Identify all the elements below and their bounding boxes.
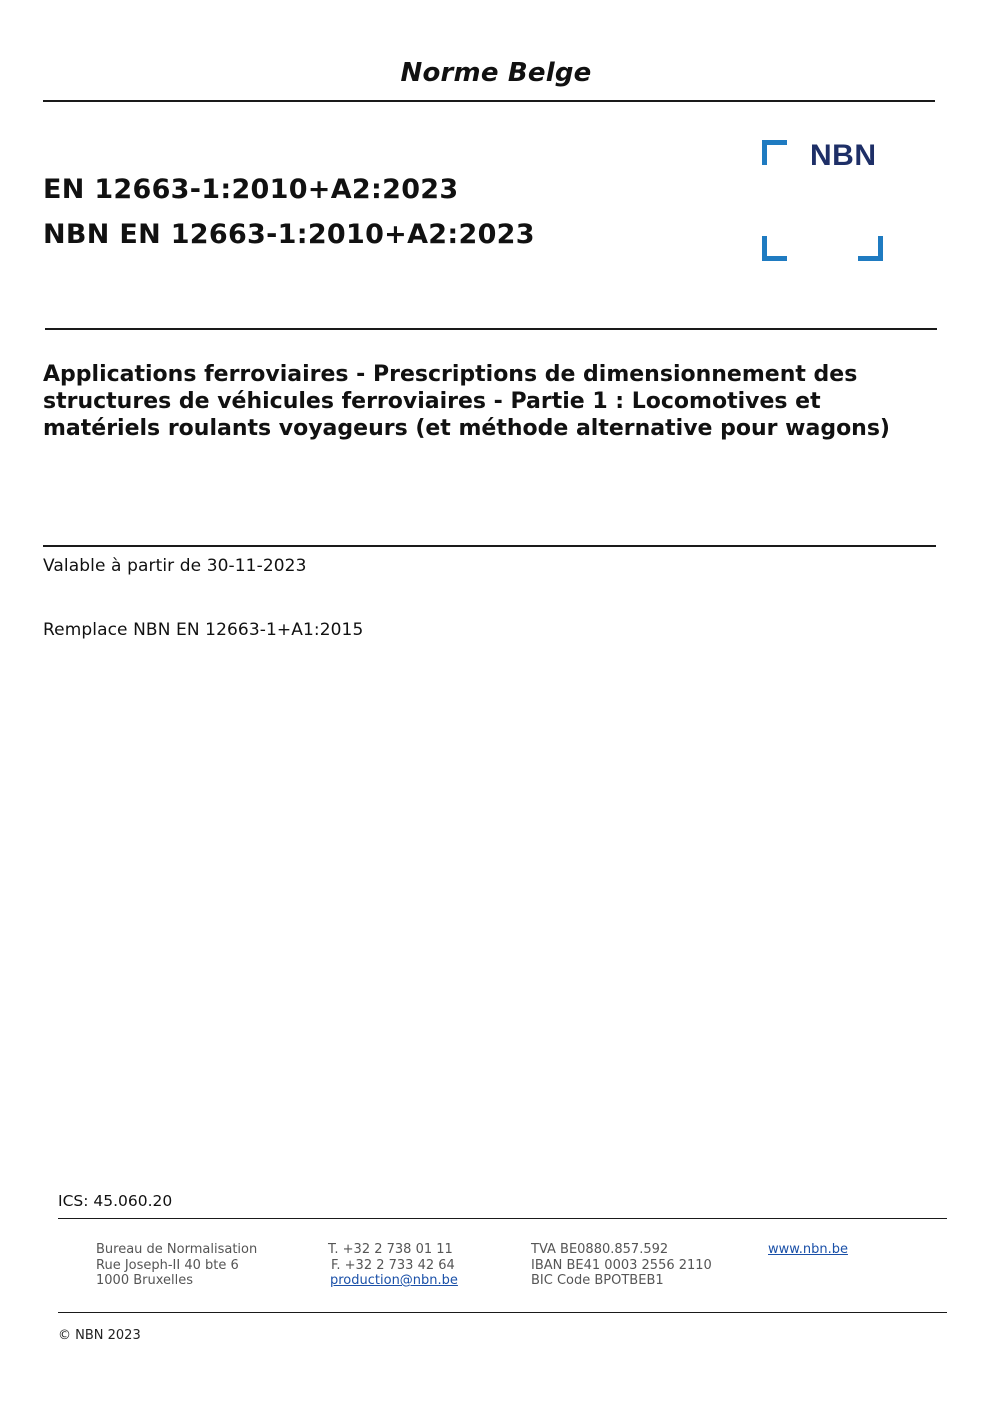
address-line-1: Bureau de Normalisation xyxy=(96,1242,258,1257)
website-link[interactable]: www.nbn.be xyxy=(768,1242,848,1257)
footer-bank-details xyxy=(531,1242,712,1289)
header-divider xyxy=(43,100,935,102)
document-title: Applications ferroviaires - Prescriptions de dimensionnement des structures de véhicules ferroviaires - Partie 1 : Locomotives et matériels roulants voyageurs (et méthode alternative pour wagons) xyxy=(43,362,890,441)
vat-number: TVA BE0880.857.592 xyxy=(531,1242,669,1257)
standard-code-en: EN 12663-1:2010+A2:2023 xyxy=(43,174,459,205)
bic-code: BIC Code BPOTBEB1 xyxy=(531,1273,664,1288)
address-line-3: 1000 Bruxelles xyxy=(96,1273,194,1288)
nbn-logo xyxy=(762,140,886,264)
footer-bottom-divider xyxy=(58,1312,947,1313)
title-top-divider xyxy=(45,328,937,330)
logo-wordmark: NBN xyxy=(810,139,877,172)
footer-address xyxy=(96,1242,257,1289)
iban-number: IBAN BE41 0003 2556 2110 xyxy=(531,1257,712,1273)
ics-code: ICS: 45.060.20 xyxy=(58,1192,173,1210)
validity-date: Valable à partir de 30-11-2023 xyxy=(43,556,307,576)
email-link[interactable]: production@nbn.be xyxy=(330,1273,458,1288)
copyright-notice: © NBN 2023 xyxy=(58,1328,141,1343)
fax-number: F. +32 2 733 42 64 xyxy=(331,1257,455,1273)
footer-contact xyxy=(328,1242,458,1289)
logo-bracket-bottom-left xyxy=(762,236,787,261)
standard-code-nbn: NBN EN 12663-1:2010+A2:2023 xyxy=(43,219,535,250)
logo-bracket-top-left xyxy=(762,140,787,165)
title-bottom-divider xyxy=(43,545,936,547)
footer-website xyxy=(768,1242,848,1258)
replaces-note: Remplace NBN EN 12663-1+A1:2015 xyxy=(43,620,364,640)
logo-bracket-bottom-right xyxy=(858,236,883,261)
footer-top-divider xyxy=(58,1218,947,1219)
document-type-heading: Norme Belge xyxy=(400,58,592,88)
phone-number: T. +32 2 738 01 11 xyxy=(328,1242,453,1257)
address-line-2: Rue Joseph-II 40 bte 6 xyxy=(96,1257,239,1273)
